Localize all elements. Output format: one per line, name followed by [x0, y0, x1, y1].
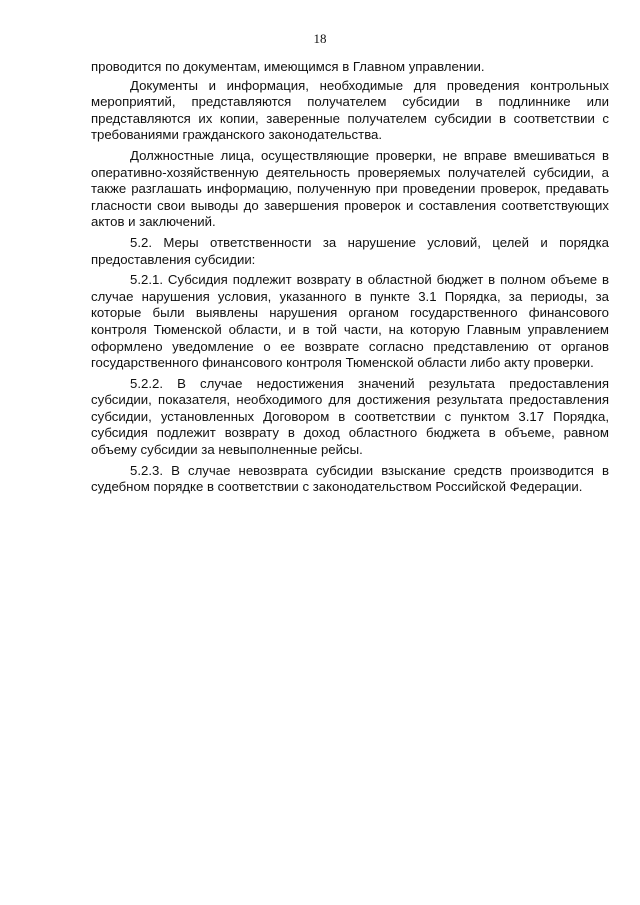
paragraph-5-2-3: 5.2.3. В случае невозврата субсидии взыскание средств производится в судебном порядке в соответствии с законодательством Российской Федерации. — [91, 462, 609, 495]
document-body — [91, 59, 609, 500]
paragraph-documents: Документы и информация, необходимые для проведения контрольных мероприятий, представляются получателем субсидии в подлиннике или представляются их копии, заверенные получателем субсидии в соответствии с требованиями гражданского законодательства. — [91, 77, 609, 143]
page-number: 18 — [313, 31, 327, 46]
paragraph-continuation: проводится по документам, имеющимся в Главном управлении. — [91, 59, 485, 74]
paragraph-5-2-1: 5.2.1. Субсидия подлежит возврату в областной бюджет в полном объеме в случае нарушения условия, указанного в пункте 3.1 Порядка, за периоды, за которые были выявлены нарушения органом государственного финансового контроля Тюменской области, и в той части, на которую Главным управлением оформлено уведомление о ее возврате согласно представлению от органов государственного финансового контроля Тюменской области либо акту проверки. — [91, 272, 609, 371]
paragraph-5-2: 5.2. Меры ответственности за нарушение условий, целей и порядка предоставления субсидии: — [91, 234, 609, 267]
paragraph-officials: Должностные лица, осуществляющие проверки, не вправе вмешиваться в оперативно-хозяйственную деятельность проверяемых получателей субсидии, а также разглашать информацию, полученную при проведении проверок, предавать гласности свои выводы до завершения проверок и составления соответствующих актов и заключений. — [91, 147, 609, 230]
paragraph-5-2-2: 5.2.2. В случае недостижения значений результата предоставления субсидии, показателя, необходимого для достижения результата предоставления субсидии, установленных Договором в соответствии с пунктом 3.17 Порядка, субсидия подлежит возврату в доход областного бюджета в объеме, равном объему субсидии за невыполненные рейсы. — [91, 375, 609, 458]
